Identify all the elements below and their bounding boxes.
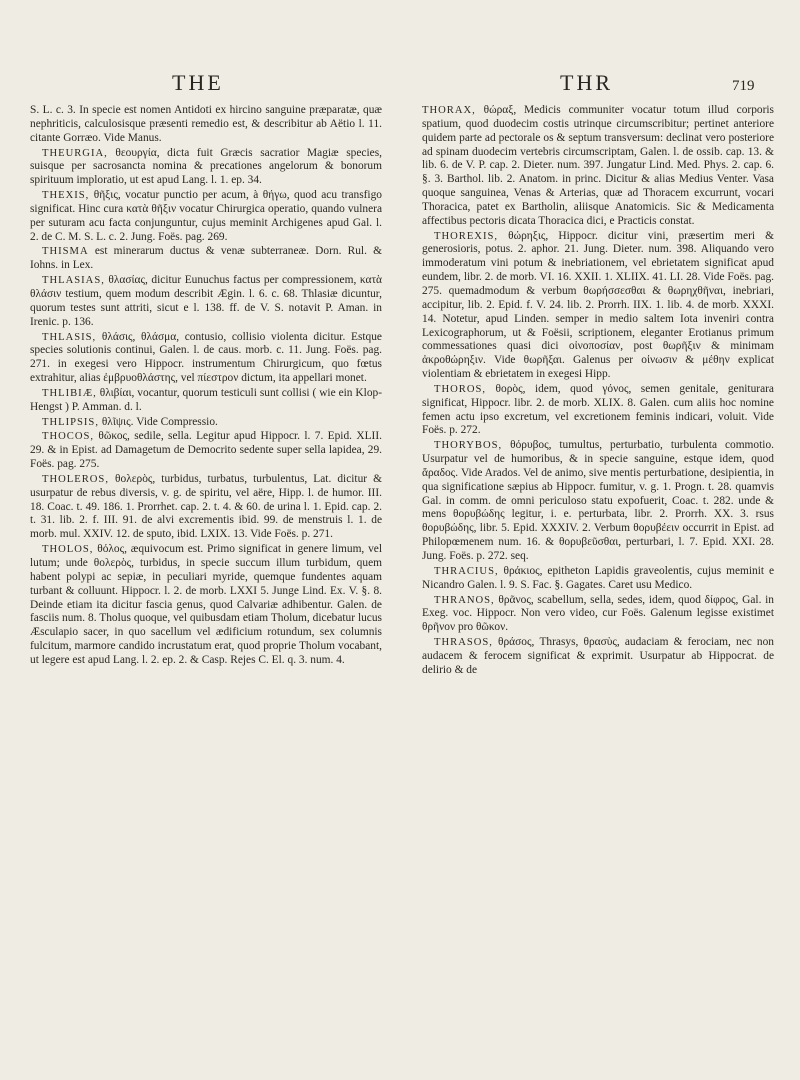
dictionary-entry: [30, 245, 382, 273]
entry-lemma: THLASIS,: [42, 331, 97, 343]
dictionary-entry: [30, 147, 382, 189]
dictionary-entry: [30, 416, 382, 430]
dictionary-entry: [422, 439, 774, 564]
entry-lemma: THORYBOS,: [434, 440, 503, 452]
entry-lemma: THLIBIÆ,: [42, 387, 97, 399]
entry-lemma: THOLOS,: [42, 544, 94, 556]
dictionary-entry: [422, 383, 774, 438]
dictionary-entry: [30, 331, 382, 386]
entry-text: θρᾶνος, scabellum, sella, sedes, idem, quod δίφρος, Gal. in Exeg. voc. Hippocr. Non vero video, cur Foës. Galenum legisse existimet θρῆνον pro θῶκον.: [422, 593, 774, 634]
entry-text: θλιβίαι, vocantur, quorum testiculi sunt collisi ( wie ein Klop-Hengst ) P. Amman. d. l.: [30, 386, 382, 413]
left-running-head: THE: [172, 70, 224, 95]
entry-text: θράκιος, epitheton Lapidis graveolentis, cujus meminit e Nicandro Galen. l. 9. S. Fac. §. Gagates. Caret usu Medico.: [422, 564, 774, 591]
dictionary-entry: [30, 104, 382, 146]
left-column: [30, 104, 382, 1064]
entry-text: θλάσις, θλάσμα, contusio, collisio violenta dicitur. Estque species solutionis continui, Galen. l. de caus. morb. c. 11. Jung. Foës. pag. 271. in exegesi vero Hippocr. instrumentum Chirurgicum, quo fœtus extrahitur, alias ἐμβρυοθλάστης, vel πίεστρον dictum, ita appellari monet.: [30, 330, 382, 385]
dictionary-entry: [422, 565, 774, 593]
dictionary-entry: [422, 594, 774, 636]
entry-lemma: THLASIAS,: [42, 275, 105, 287]
entry-text: θολερὸς, turbidus, turbatus, turbulentus, Lat. dicitur & usurpatur de rebus diversis, v. g. de spiritu, vel aëre, Hipp. l. de humor. III. 18. Coac. t. 49. 186. 1. Prorrhet. cap. 2. t. 4. & 60. de urina l. 1. Epid. cap. 2. t. 31. lib. 2. f. III. 91. de alvi excrementis ibid. 99. de menstruis l. 1. de morb. mul. XXIV. 12. de sputo, ibid. LXIX. 13. Vide Foës. p. 271.: [30, 472, 382, 541]
dictionary-entry: [422, 104, 774, 229]
right-running-head: THR: [560, 70, 613, 95]
entry-lemma: THOCOS,: [42, 431, 95, 443]
entry-lemma: THOROS,: [434, 383, 487, 395]
entry-lemma: THEXIS,: [42, 190, 90, 202]
running-header: [0, 70, 800, 98]
entry-text: θορὸς, idem, quod γόνος, semen genitale, geniturara significat, Hippocr. libr. 2. de morb. XLIX. 8. Galen. cum aliis hoc nomine femen actu ipso excretum, vel excretionem feminis indicari, voluit. Vide Foës. p. 272.: [422, 382, 774, 437]
dictionary-entry: [30, 543, 382, 668]
entry-text: θόλος, æquivocum est. Primo significat in genere limum, vel lutum; unde θολερὸς, turbidus, in specie succum illum turbidum, quem habent polypi ac sepiæ, in peculiari myride, quemque fundentes aquam turbant & colluunt. Hippocr. l. 2. de morb. LXXI 5. Junge Lind. Ex. V. §. 8. Deinde etiam ita dicitur fascia genus, quod Calvariæ adhibentur. Galen. de fasciis num. 8. Tholus quoque, vel quibusdam etiam Tholum, dicebatur lucus Æsculapio sacer, in quo sacellum vel ædificium rotundum, sex columnis fulcitum, marmore candido incrustatum erat, quod proprie Tholum vocabant, ut legere est apud Lang. l. 2. ep. 2. & Casp. Rejes C. El. q. 3. num. 4.: [30, 543, 382, 666]
entry-text: θώραξ, Medicis communiter vocatur totum illud corporis spatium, quod duodecim costis utrinque circumscribitur; pertinet anteriore quidem parte ad pectorale os & septum transversum: declinat vero posteriore ad spinam duodecim vertebris circumscriptam, Galen. l. de ossib. cap. 13. & lib. 6. de V. P. cap. 2. Dieter. num. 397. Jungatur Lind. Med. Phys. 2. cap. 6. §. 3. Barthol. lib. 2. Anatom. in princ. Dicitur & alias Medius Venter. Vasa quoque sanguinea, Venas & Arterias, quæ ad Thoracem excurrunt, vocari Thoracica, patet ex Bartholin, aliisque Anatomicis. Sic & Medicamenta affectibus pectoris dicata Thoracica dici, e Practicis constat.: [422, 104, 774, 227]
entry-lemma: THOLEROS,: [42, 473, 109, 485]
entry-text: θράσος, Thrasys, θρασὺς, audaciam & ferociam, nec non audacem & ferocem significat & exprimit. Usurpatur ab Hippocrat. de delirio & de: [422, 636, 774, 676]
entry-text: θόρυβος, tumultus, perturbatio, turbulenta commotio. Usurpatur vel de humoribus, & in specie sanguine, estque idem, quod ἄραδος. Vide Arados. Vel de animo, sive mentis perturbatione, desipientia, in qua significatione sæpius ab Hippocr. fumitur, v. g. 1. Progn. t. 28. quamvis Gal. in comm. de omni periculoso statu expofuerit, Coac. t. 282. unde & mens θορυβώδης legitur, i. e. perturbata, libr. 2. Prorrh. XX. 3. rsus θορυβώδης, libr. 5. Epid. XXXIV. 2. Verbum θορυβέειν occurrit in Epist. ad Philopœmenem num. 16. & θορυβεῦσθαι, perturbari, l. 7. Epid. XXI. 28. Jung. Foës. p. 272. seq.: [422, 439, 774, 562]
dictionary-entry: [30, 189, 382, 244]
right-column: [422, 104, 774, 1064]
dictionary-entry: [30, 274, 382, 329]
entry-text: θῆξις, vocatur punctio per acum, à θήγω, quod acu transfigo significat. Hinc cura κατὰ θῆξιν vocatur Chirurgica operatio, quando vulnera per suturam acu facta conjunguntur, cujus meminit Archigenes apud Gal. l. 2. de C. M. S. L. c. 2. Jung. Foës. pag. 269.: [30, 189, 382, 243]
entry-lemma: THISMA: [42, 246, 89, 258]
entry-lemma: THORAX,: [422, 105, 476, 116]
dictionary-entry: [422, 636, 774, 678]
entry-text: θεουργία, dicta fuit Græcis sacratior Magiæ species, suisque per sacrosancta nomina & precationes angelorum & bonorum spirituum imploratio, ut est apud Lang. l. 1. ep. 34.: [30, 146, 382, 187]
dictionary-entry: [30, 430, 382, 472]
entry-lemma: THOREXIS,: [434, 230, 499, 242]
entry-lemma: THRACIUS,: [434, 565, 499, 577]
entry-lemma: THLIPSIS,: [42, 416, 99, 428]
dictionary-entry: [30, 387, 382, 415]
entry-text: θλῖψις. Vide Compressio.: [101, 415, 218, 428]
entry-text: θώρηξις, Hippocr. dicitur vini, præsertim meri & generosioris, potus. 2. aphor. 21. Jung. Dieter. num. 398. Aliquando vero immoderatum vini potum & inebriationem, vel ebrietatem significat apud eundem, libr. 2. de morb. VI. 16. XXII. 1. XLIIX. 41. LI. 28. Vide Foës. pag. 275. quemadmodum & verbum θωρήσσεσθαι & θωρηχθῆναι, inebriari, accipitur, lib. 2. Epid. f. V. 24. lib. 2. Prorrh. IIX. 1. lib. 4. de morb. XXXI. 14. Notetur, apud Linden. semper in medio saltem Iota inveniri contra Lexicographorum, ut & Foësii, scriptionem, eleganter Erotianus primum commessationes quasi dici οἰνοποσίαν, post θωρῆξιν & minimam ἀκροθώρηξιν. Vide θωρῆξαι. Galenus per οἰνωσιν & μέθην explicat violentiam & ebrietatem in exegesi Hipp.: [422, 229, 774, 381]
entry-text: est minerarum ductus & venæ subterraneæ. Dorn. Rul. & Iohns. in Lex.: [30, 245, 382, 272]
entry-lemma: THRASOS,: [434, 637, 493, 649]
entry-lemma: THRANOS,: [434, 594, 495, 606]
dictionary-entry: [30, 473, 382, 542]
entry-text: θλασίας, dicitur Eunuchus factus per compressionem, κατὰ θλάσιν testium, quem modum describit Ægin. l. 6. c. 68. Thlasiæ dicuntur, quorum testes sunt attriti, sicut e l. 138. ff. de V. S. notavit P. Aman. in Irenic. p. 136.: [30, 274, 382, 328]
page-number: 719: [732, 78, 755, 94]
entry-lemma: THEURGIA,: [42, 147, 108, 159]
entry-text: S. L. c. 3. In specie est nomen Antidoti ex hircino sanguine præparatæ, quæ nephriticis, calculosisque præsenti remedio est, & describitur ab Aëtio l. 11. citante Gorræo. Vide Manus.: [30, 104, 382, 144]
dictionary-entry: [422, 230, 774, 382]
entry-text: θῶκος, sedile, sella. Legitur apud Hippocr. l. 7. Epid. XLII. 29. & in Epist. ad Damagetum de Democrito sedente super sella lapidea, 29. Foës. pag. 275.: [30, 430, 382, 471]
